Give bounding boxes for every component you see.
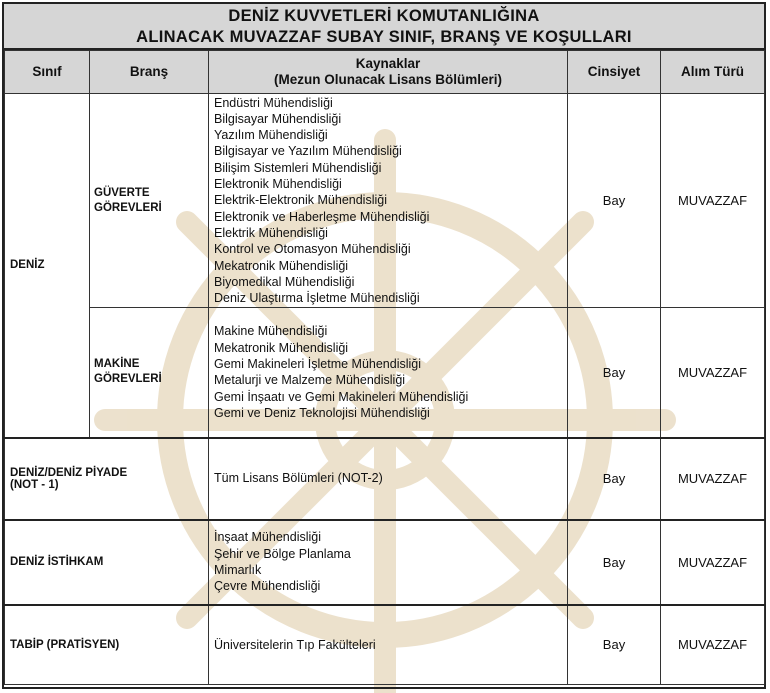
- table-row: [5, 438, 765, 520]
- kaynak-item: Elektronik Mühendisliği: [214, 177, 342, 192]
- sinif-line-2: (NOT - 1): [10, 478, 59, 491]
- positions-table: [4, 50, 765, 685]
- title-line-1: DENİZ KUVVETLERİ KOMUTANLIĞINA: [228, 7, 540, 25]
- kaynak-item: Elektrik Mühendisliği: [214, 225, 328, 240]
- kaynak-item: Gemi Makineleri İşletme Mühendisliği: [214, 356, 422, 371]
- sinif-cell: TABİP (PRATİSYEN): [5, 605, 209, 685]
- table-row: [5, 308, 765, 438]
- header-cinsiyet: Cinsiyet: [568, 51, 661, 94]
- kaynak-item: Tüm Lisans Bölümleri (NOT-2): [214, 471, 383, 486]
- table-row: [5, 605, 765, 685]
- alim-turu-cell: MUVAZZAF: [661, 605, 765, 685]
- header-brans: Branş: [90, 51, 209, 94]
- kaynak-item: Mekatronik Mühendisliği: [214, 340, 349, 355]
- header-alim-turu: Alım Türü: [661, 51, 765, 94]
- kaynaklar-cell: [209, 605, 568, 685]
- kaynak-item: Endüstri Mühendisliği: [214, 95, 333, 110]
- kaynak-item: Biyomedikal Mühendisliği: [214, 274, 355, 289]
- alim-turu-cell: MUVAZZAF: [661, 520, 765, 605]
- cinsiyet-cell: Bay: [568, 438, 661, 520]
- header-sinif: Sınıf: [5, 51, 90, 94]
- kaynaklar-cell: [209, 308, 568, 438]
- kaynak-item: Metalurji ve Malzeme Mühendisliği: [214, 373, 406, 388]
- kaynak-item: Deniz Ulaştırma İşletme Mühendisliği: [214, 291, 420, 306]
- kaynaklar-cell: [209, 94, 568, 308]
- sinif-cell: DENİZ İSTİHKAM: [5, 520, 209, 605]
- kaynak-item: Gemi İnşaatı ve Gemi Makineleri Mühendisliği: [214, 389, 469, 404]
- brans-line-1: MAKİNE: [94, 358, 140, 371]
- header-kaynaklar: [209, 51, 568, 94]
- sinif-cell: DENİZ: [5, 94, 90, 438]
- cinsiyet-cell: Bay: [568, 520, 661, 605]
- kaynak-item: Kontrol ve Otomasyon Mühendisliği: [214, 242, 411, 257]
- cinsiyet-cell: Bay: [568, 94, 661, 308]
- alim-turu-cell: MUVAZZAF: [661, 94, 765, 308]
- kaynak-item: Makine Mühendisliği: [214, 324, 328, 339]
- brans-cell: [90, 308, 209, 438]
- kaynak-item: Üniversitelerin Tıp Fakülteleri: [214, 637, 376, 652]
- kaynak-item: Bilgisayar ve Yazılım Mühendisliği: [214, 144, 402, 159]
- header-kaynaklar-line-1: Kaynaklar: [355, 56, 421, 71]
- alim-turu-cell: MUVAZZAF: [661, 308, 765, 438]
- brans-line-1: GÜVERTE: [94, 186, 150, 199]
- brans-line-2: GÖREVLERİ: [94, 373, 162, 386]
- sinif-cell: [5, 438, 209, 520]
- kaynak-item: Bilişim Sistemleri Mühendisliği: [214, 160, 382, 175]
- page-title: [4, 4, 764, 50]
- table-header-row: [5, 51, 765, 94]
- cinsiyet-cell: Bay: [568, 308, 661, 438]
- cinsiyet-cell: Bay: [568, 605, 661, 685]
- brans-line-2: GÖREVLERİ: [94, 201, 162, 214]
- kaynak-item: Yazılım Mühendisliği: [214, 128, 328, 143]
- kaynak-item: Bilgisayar Mühendisliği: [214, 111, 342, 126]
- kaynak-item: Elektrik-Elektronik Mühendisliği: [214, 193, 387, 208]
- sinif-line-1: DENİZ/DENİZ PİYADE: [10, 466, 128, 479]
- kaynaklar-cell: [209, 438, 568, 520]
- kaynak-item: İnşaat Mühendisliği: [214, 530, 322, 545]
- alim-turu-cell: MUVAZZAF: [661, 438, 765, 520]
- kaynak-item: Şehir ve Bölge Planlama: [214, 546, 351, 561]
- brans-cell: [90, 94, 209, 308]
- table-row: [5, 520, 765, 605]
- kaynaklar-cell: [209, 520, 568, 605]
- kaynak-item: Mimarlık: [214, 563, 262, 577]
- title-line-2: ALINACAK MUVAZZAF SUBAY SINIF, BRANŞ VE KOŞULLARI: [136, 28, 632, 46]
- kaynak-item: Çevre Mühendisliği: [214, 579, 321, 594]
- kaynak-item: Mekatronik Mühendisliği: [214, 258, 349, 273]
- kaynak-item: Gemi ve Deniz Teknolojisi Mühendisliği: [214, 405, 430, 420]
- header-kaynaklar-line-2: (Mezun Olunacak Lisans Bölümleri): [273, 72, 503, 87]
- kaynak-item: Elektronik ve Haberleşme Mühendisliği: [214, 209, 430, 224]
- table-row: [5, 94, 765, 308]
